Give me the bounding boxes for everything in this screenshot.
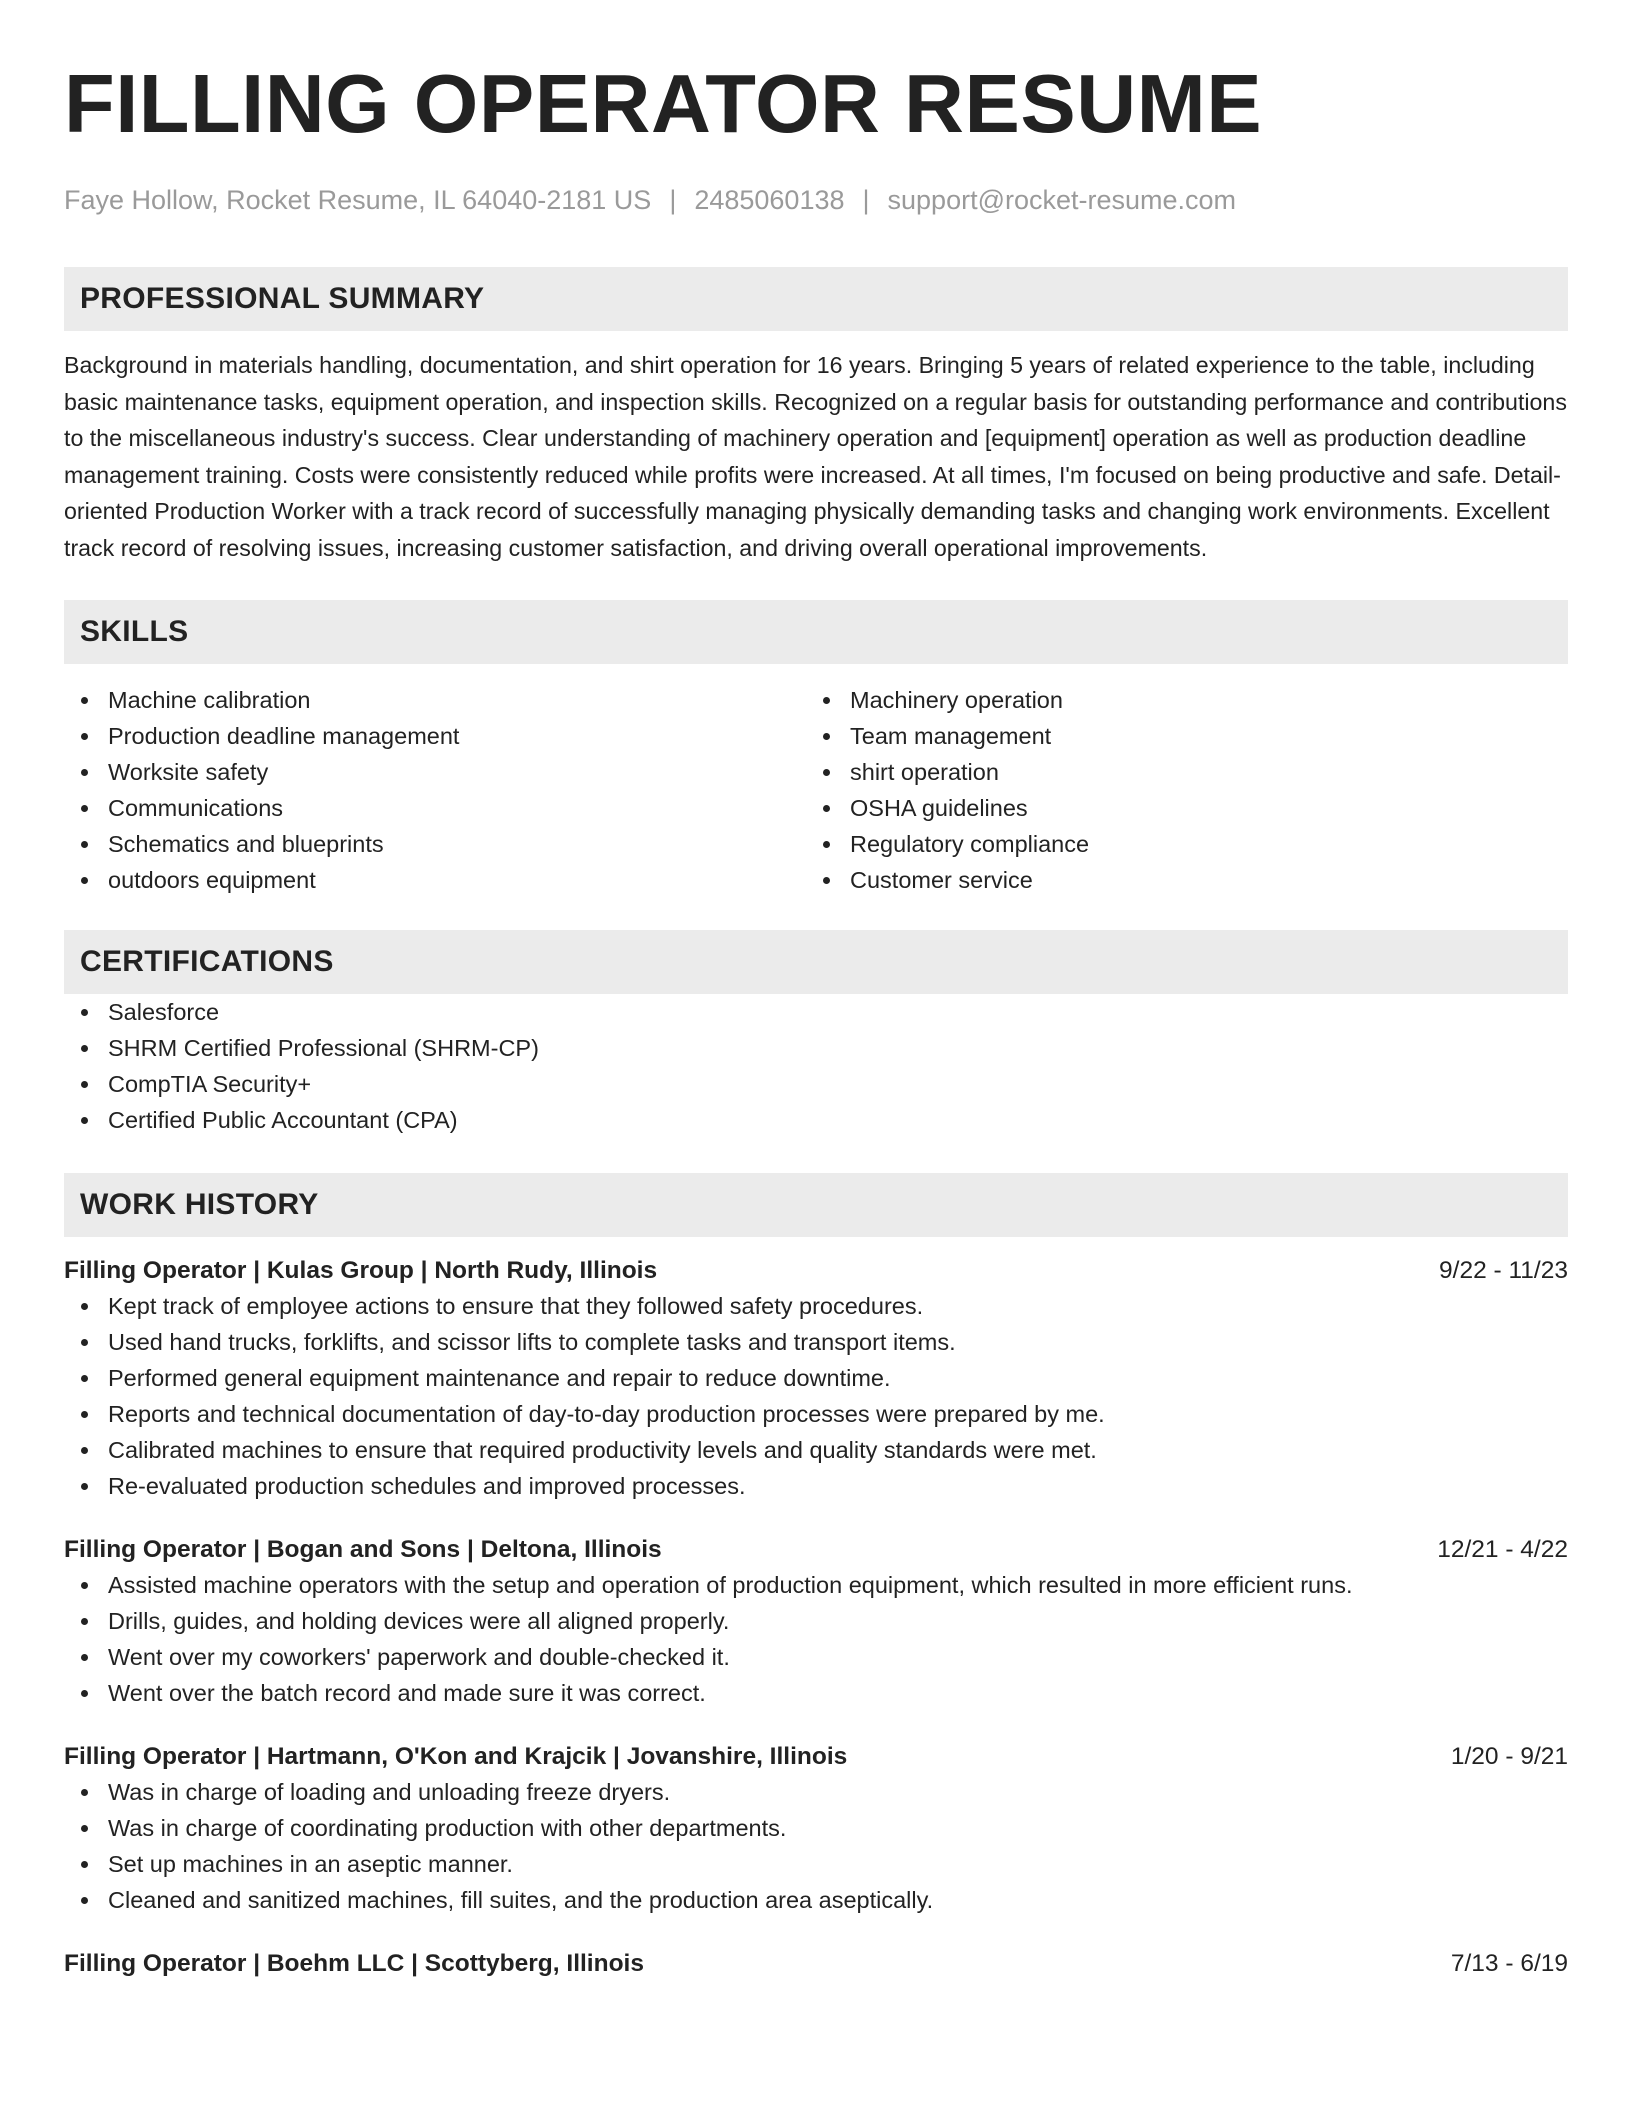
skill-item: Team management xyxy=(806,718,1548,754)
contact-line xyxy=(64,184,1568,216)
skill-item: outdoors equipment xyxy=(64,862,806,898)
skill-item: Regulatory compliance xyxy=(806,826,1548,862)
contact-email[interactable]: support@rocket-resume.com xyxy=(887,185,1237,215)
certifications-heading: CERTIFICATIONS xyxy=(64,930,1568,994)
skill-item: Machine calibration xyxy=(64,682,806,718)
job-duty-item: Calibrated machines to ensure that required productivity levels and quality standards were met. xyxy=(64,1432,1568,1468)
job-duties xyxy=(64,1567,1568,1711)
contact-separator: | xyxy=(862,185,870,215)
job-title: Filling Operator | Kulas Group | North Rudy, Illinois xyxy=(64,1257,658,1284)
job-dates: 1/20 - 9/21 xyxy=(1450,1743,1568,1770)
job-entry xyxy=(64,1947,1568,1981)
summary-text: Background in materials handling, documentation, and shirt operation for 16 years. Bringing 5 years of related experience to the table, including basic maintenance tasks, equipment operation, and inspection skills. Recognized on a regular basis for outstanding performance and contributions to the miscellaneous industry's success. Clear understanding of machinery operation and [equipment] operation as well as production deadline management training. Costs were consistently reduced while profits were increased. At all times, I'm focused on being productive and safe. Detail-oriented Production Worker with a track record of successfully managing physically demanding tasks and changing work environments. Excellent track record of resolving issues, increasing customer satisfaction, and driving overall operational improvements. xyxy=(64,352,1567,561)
summary-heading: PROFESSIONAL SUMMARY xyxy=(64,267,1568,331)
work-history-heading: WORK HISTORY xyxy=(64,1173,1568,1237)
skills-column-right xyxy=(806,682,1548,898)
job-header xyxy=(64,1740,1568,1774)
job-title: Filling Operator | Hartmann, O'Kon and Krajcik | Jovanshire, Illinois xyxy=(64,1743,848,1770)
skill-item: Communications xyxy=(64,790,806,826)
job-duty-item: Assisted machine operators with the setup and operation of production equipment, which resulted in more efficient runs. xyxy=(64,1567,1568,1603)
job-duty-item: Was in charge of coordinating production with other departments. xyxy=(64,1810,1568,1846)
skill-item: shirt operation xyxy=(806,754,1548,790)
skills-column-left xyxy=(64,682,806,898)
skill-item: Machinery operation xyxy=(806,682,1548,718)
skill-item: Worksite safety xyxy=(64,754,806,790)
certification-item: Certified Public Accountant (CPA) xyxy=(64,1102,1568,1138)
certification-item: Salesforce xyxy=(64,994,1568,1030)
skill-item: Schematics and blueprints xyxy=(64,826,806,862)
skill-item: OSHA guidelines xyxy=(806,790,1548,826)
skill-item: Customer service xyxy=(806,862,1548,898)
certification-item: CompTIA Security+ xyxy=(64,1066,1568,1102)
job-title: Filling Operator | Boehm LLC | Scottyberg, Illinois xyxy=(64,1950,644,1977)
job-duty-item: Re-evaluated production schedules and improved processes. xyxy=(64,1468,1568,1504)
job-entry xyxy=(64,1740,1568,1918)
contact-separator: | xyxy=(669,185,677,215)
job-duty-item: Kept track of employee actions to ensure that they followed safety procedures. xyxy=(64,1288,1568,1324)
job-header xyxy=(64,1254,1568,1288)
job-dates: 9/22 - 11/23 xyxy=(1439,1257,1568,1284)
job-dates: 7/13 - 6/19 xyxy=(1450,1950,1568,1977)
skill-item: Production deadline management xyxy=(64,718,806,754)
job-duties xyxy=(64,1774,1568,1918)
job-duty-item: Set up machines in an aseptic manner. xyxy=(64,1846,1568,1882)
certification-item: SHRM Certified Professional (SHRM-CP) xyxy=(64,1030,1568,1066)
job-entry xyxy=(64,1254,1568,1504)
job-header xyxy=(64,1947,1568,1981)
contact-address: Faye Hollow, Rocket Resume, IL 64040-2181 US xyxy=(64,185,652,215)
job-duty-item: Went over the batch record and made sure it was correct. xyxy=(64,1675,1568,1711)
skills-list xyxy=(64,682,1568,898)
job-header xyxy=(64,1533,1568,1567)
job-duty-item: Was in charge of loading and unloading freeze dryers. xyxy=(64,1774,1568,1810)
certifications-list xyxy=(64,994,1568,1138)
job-duty-item: Used hand trucks, forklifts, and scissor lifts to complete tasks and transport items. xyxy=(64,1324,1568,1360)
job-dates: 12/21 - 4/22 xyxy=(1437,1536,1568,1563)
job-duty-item: Reports and technical documentation of day-to-day production processes were prepared by me. xyxy=(64,1396,1568,1432)
contact-phone: 2485060138 xyxy=(694,185,845,215)
job-duty-item: Cleaned and sanitized machines, fill suites, and the production area aseptically. xyxy=(64,1882,1568,1918)
job-duty-item: Drills, guides, and holding devices were all aligned properly. xyxy=(64,1603,1568,1639)
resume-title: FILLING OPERATOR RESUME xyxy=(64,57,1263,150)
job-duty-item: Performed general equipment maintenance and repair to reduce downtime. xyxy=(64,1360,1568,1396)
job-duties xyxy=(64,1288,1568,1504)
job-entry xyxy=(64,1533,1568,1711)
job-title: Filling Operator | Bogan and Sons | Deltona, Illinois xyxy=(64,1536,662,1563)
skills-heading: SKILLS xyxy=(64,600,1568,664)
job-duty-item: Went over my coworkers' paperwork and double-checked it. xyxy=(64,1639,1568,1675)
